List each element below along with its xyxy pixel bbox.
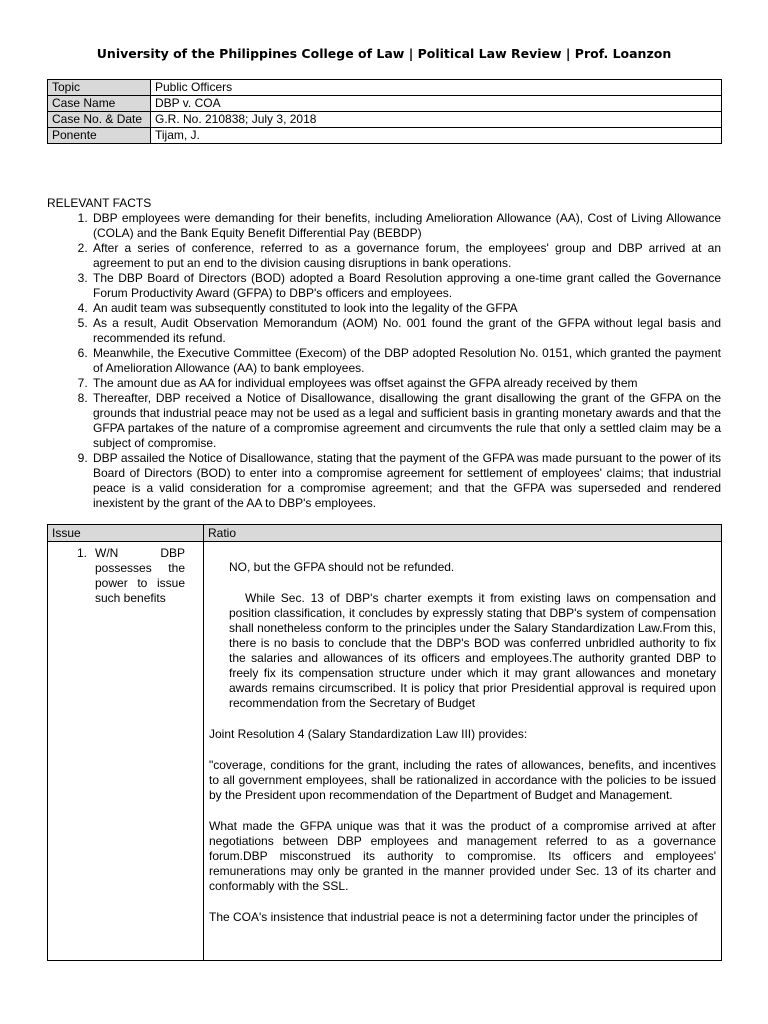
case-name-label: Case Name [48,96,151,112]
ratio-paragraph-charter: While Sec. 13 of DBP's charter exempts it from existing laws on compensation and position classification, it concludes by expressly stating that DBP's system of compensation shall nonetheless conform to the principles under the Salary Standardization Law.From this, there is no basis to conclude that the DBP's BOD was conferred unbridled authority to fix the salaries and allowances of its officers and employees.The authority granted DBP to freely fix its compensation structure under which it may grant allowances and monetary awards remains circumscribed. It is policy that prior Presidential approval is required upon recommendation from the Secretary of Budget [229,591,716,710]
table-row [48,542,722,961]
table-row [48,80,722,96]
page-header: University of the Philippines College of Law | Political Law Review | Prof. Loanzon [96,46,672,61]
case-no-value: G.R. No. 210838; July 3, 2018 [151,112,722,128]
facts-list [47,211,721,511]
ratio-paragraph-quote: "coverage, conditions for the grant, including the rates of allowances, benefits, and incentives to all government employees, shall be rationalized in accordance with the policies to be issued by the President upon recommendation of the Department of Budget and Management. [209,758,716,802]
table-row [48,96,722,112]
issues-table [47,524,722,961]
table-header-row [48,525,722,542]
ratio-cell [204,542,722,961]
list-item: 3. The DBP Board of Directors (BOD) adopted a Board Resolution approving a one-time grant called the Governance Forum Productivity Award (GFPA) to DBP's officers and employees. [91,271,721,301]
list-item: 8. Thereafter, DBP received a Notice of Disallowance, disallowing the grant disallowing the grant of the GFPA on the grounds that industrial peace may not be used as a legal and sufficient basis in granting monetary awards and that the GFPA partakes of the nature of a compromise agreement and circumvents the rule that only a settled claim may be a subject of compromise. [91,391,721,451]
list-item: 5. As a result, Audit Observation Memorandum (AOM) No. 001 found the grant of the GFPA without legal basis and recommended its refund. [91,316,721,346]
issue-column-header: Issue [48,525,204,542]
list-item: 9. DBP assailed the Notice of Disallowance, stating that the payment of the GFPA was made pursuant to the power of its Board of Directors (BOD) to enter into a compromise agreement for settlement of employees' claims; that industrial peace is a valid consideration for a compromise agreement; and that the GFPA was superseded and rendered inexistent by the grant of the AA to DBP's employees. [91,451,721,511]
issue-cell [48,542,204,961]
ratio-column-header: Ratio [204,525,722,542]
topic-label: Topic [48,80,151,96]
table-row [48,112,722,128]
topic-value: Public Officers [151,80,722,96]
ratio-paragraph-joint-resolution: Joint Resolution 4 (Salary Standardization Law III) provides: [209,727,528,741]
case-name-value: DBP v. COA [151,96,722,112]
list-item: 6. Meanwhile, the Executive Committee (Execom) of the DBP adopted Resolution No. 0151, which granted the payment of Amelioration Allowance (AA) to bank employees. [91,346,721,376]
ratio-paragraph-holding: NO, but the GFPA should not be refunded. [229,560,455,574]
list-item: 1. DBP employees were demanding for their benefits, including Amelioration Allowance (AA), Cost of Living Allowance (COLA) and the Bank Equity Benefit Differential Pay (BEBDP) [91,211,721,241]
issue-text: W/N DBP possesses the power to issue such benefits [95,546,185,605]
ratio-paragraph-coa: The COA's insistence that industrial peace is not a determining factor under the principles of [209,910,698,924]
issue-item [53,546,198,606]
issue-number: 1. [76,546,87,560]
list-item: 2. After a series of conference, referred to as a governance forum, the employees' group and DBP arrived at an agreement to put an end to the division causing disruptions in bank operations. [91,241,721,271]
table-row [48,128,722,144]
list-item: 4. An audit team was subsequently constituted to look into the legality of the GFPA [91,301,721,316]
case-info-table [47,79,722,144]
ponente-label: Ponente [48,128,151,144]
ponente-value: Tijam, J. [151,128,722,144]
facts-heading: RELEVANT FACTS [47,196,152,210]
case-no-label: Case No. & Date [48,112,151,128]
list-item: 7. The amount due as AA for individual employees was offset against the GFPA already received by them [91,376,721,391]
ratio-paragraph-compromise: What made the GFPA unique was that it was the product of a compromise arrived at after negotiations between DBP employees and management referred to as a governance forum.DBP misconstrued its authority to compromise. Its officers and employees' remunerations may only be granted in the manner provided under Sec. 13 of its charter and conformably with the SSL. [209,819,716,893]
